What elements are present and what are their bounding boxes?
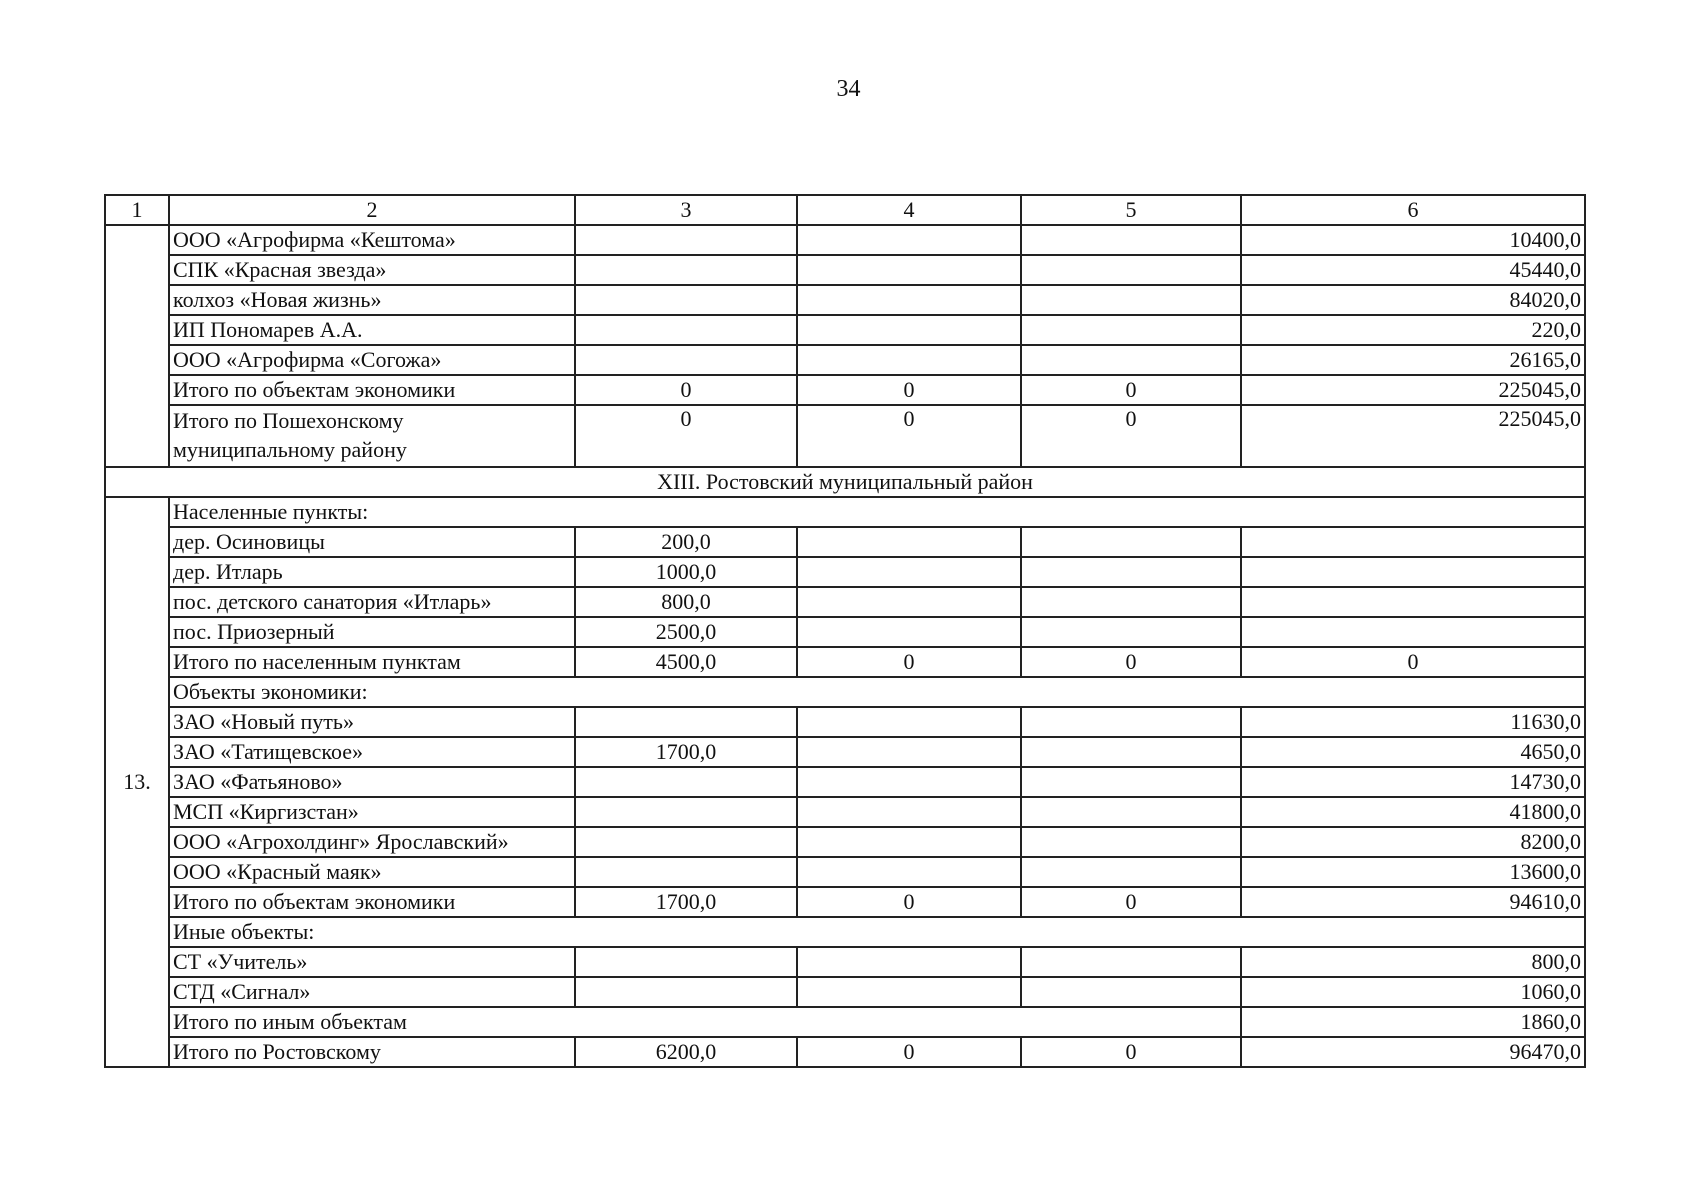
table-row <box>105 737 1585 767</box>
col5-cell: 0 <box>1021 405 1241 467</box>
col4-cell <box>797 797 1021 827</box>
col6-cell: 13600,0 <box>1241 857 1585 887</box>
col4-cell <box>797 587 1021 617</box>
col4-cell <box>797 947 1021 977</box>
col3-cell <box>575 225 797 255</box>
col5-cell <box>1021 587 1241 617</box>
header-cell: 4 <box>797 195 1021 225</box>
col4-cell: 0 <box>797 887 1021 917</box>
row-name: СТД «Сигнал» <box>169 977 575 1007</box>
subheading: Объекты экономики: <box>169 677 1585 707</box>
col5-cell <box>1021 617 1241 647</box>
table-row <box>105 827 1585 857</box>
col5-cell <box>1021 797 1241 827</box>
col3-cell: 1700,0 <box>575 737 797 767</box>
col6-cell: 1860,0 <box>1241 1007 1585 1037</box>
col3-cell <box>575 827 797 857</box>
col4-cell <box>797 707 1021 737</box>
col5-cell <box>1021 315 1241 345</box>
table-row <box>105 225 1585 255</box>
data-table <box>104 194 1586 1068</box>
col5-cell <box>1021 557 1241 587</box>
col5-cell: 0 <box>1021 887 1241 917</box>
row-name: пос. Приозерный <box>169 617 575 647</box>
col5-cell <box>1021 737 1241 767</box>
col5-cell: 0 <box>1021 647 1241 677</box>
number-cell <box>105 225 169 467</box>
row-name: ООО «Агрофирма «Согожа» <box>169 345 575 375</box>
col6-cell: 96470,0 <box>1241 1037 1585 1067</box>
row-name: ЗАО «Новый путь» <box>169 707 575 737</box>
row-name: Итого по иным объектам <box>169 1007 1241 1037</box>
col3-cell: 6200,0 <box>575 1037 797 1067</box>
table-row <box>105 1007 1585 1037</box>
row-name: Итого по Ростовскому <box>169 1037 575 1067</box>
col4-cell: 0 <box>797 375 1021 405</box>
row-name: ООО «Агрофирма «Кештома» <box>169 225 575 255</box>
col4-cell <box>797 527 1021 557</box>
col6-cell: 84020,0 <box>1241 285 1585 315</box>
col6-cell: 225045,0 <box>1241 375 1585 405</box>
col3-cell <box>575 797 797 827</box>
section-number: 13. <box>105 497 169 1067</box>
col3-cell <box>575 315 797 345</box>
table-row <box>105 617 1585 647</box>
col3-cell: 4500,0 <box>575 647 797 677</box>
row-name: пос. детского санатория «Итларь» <box>169 587 575 617</box>
table-row <box>105 345 1585 375</box>
col3-cell: 0 <box>575 375 797 405</box>
row-name: Итого по объектам экономики <box>169 375 575 405</box>
col3-cell <box>575 947 797 977</box>
col5-cell <box>1021 345 1241 375</box>
col5-cell <box>1021 947 1241 977</box>
col5-cell <box>1021 767 1241 797</box>
row-name: ЗАО «Татищевское» <box>169 737 575 767</box>
col3-cell <box>575 977 797 1007</box>
section-title: XIII. Ростовский муниципальный район <box>105 467 1585 497</box>
col4-cell <box>797 285 1021 315</box>
col6-cell <box>1241 557 1585 587</box>
col6-cell <box>1241 587 1585 617</box>
table-row <box>105 315 1585 345</box>
col4-cell <box>797 255 1021 285</box>
col6-cell: 0 <box>1241 647 1585 677</box>
col4-cell <box>797 315 1021 345</box>
col6-cell: 10400,0 <box>1241 225 1585 255</box>
table-row <box>105 375 1585 405</box>
col5-cell <box>1021 707 1241 737</box>
col3-cell <box>575 255 797 285</box>
col4-cell <box>797 857 1021 887</box>
table-row <box>105 405 1585 467</box>
col6-cell: 1060,0 <box>1241 977 1585 1007</box>
col4-cell <box>797 827 1021 857</box>
header-cell: 1 <box>105 195 169 225</box>
table-row <box>105 857 1585 887</box>
col6-cell: 94610,0 <box>1241 887 1585 917</box>
table-row <box>105 557 1585 587</box>
row-name: ИП Пономарев А.А. <box>169 315 575 345</box>
page-number: 34 <box>836 76 861 102</box>
col4-cell <box>797 977 1021 1007</box>
table-row <box>105 797 1585 827</box>
col3-cell: 2500,0 <box>575 617 797 647</box>
col6-cell: 225045,0 <box>1241 405 1585 467</box>
col6-cell: 11630,0 <box>1241 707 1585 737</box>
col4-cell <box>797 225 1021 255</box>
table-row <box>105 977 1585 1007</box>
col3-cell <box>575 285 797 315</box>
col4-cell: 0 <box>797 405 1021 467</box>
col6-cell: 26165,0 <box>1241 345 1585 375</box>
col6-cell: 8200,0 <box>1241 827 1585 857</box>
table-row <box>105 647 1585 677</box>
row-name: Итого по населенным пунктам <box>169 647 575 677</box>
table-row <box>105 947 1585 977</box>
col4-cell: 0 <box>797 647 1021 677</box>
col3-cell: 0 <box>575 405 797 467</box>
col6-cell: 41800,0 <box>1241 797 1585 827</box>
table-row <box>105 587 1585 617</box>
table-row <box>105 527 1585 557</box>
header-cell: 2 <box>169 195 575 225</box>
row-name: колхоз «Новая жизнь» <box>169 285 575 315</box>
table-header-row <box>105 195 1585 225</box>
subheading: Иные объекты: <box>169 917 1585 947</box>
table-row <box>105 917 1585 947</box>
header-cell: 3 <box>575 195 797 225</box>
col6-cell: 220,0 <box>1241 315 1585 345</box>
header-cell: 6 <box>1241 195 1585 225</box>
col4-cell <box>797 557 1021 587</box>
col5-cell <box>1021 977 1241 1007</box>
row-name: Итого по объектам экономики <box>169 887 575 917</box>
table-row <box>105 255 1585 285</box>
col6-cell: 4650,0 <box>1241 737 1585 767</box>
row-name: ООО «Агрохолдинг» Ярославский» <box>169 827 575 857</box>
col3-cell: 1700,0 <box>575 887 797 917</box>
row-name: Итого по Пошехонскому муниципальному району <box>169 405 575 467</box>
col5-cell <box>1021 527 1241 557</box>
section-heading-row <box>105 467 1585 497</box>
col6-cell: 14730,0 <box>1241 767 1585 797</box>
col3-cell <box>575 707 797 737</box>
col5-cell <box>1021 255 1241 285</box>
row-name: дер. Осиновицы <box>169 527 575 557</box>
col4-cell: 0 <box>797 1037 1021 1067</box>
subheading: Населенные пункты: <box>169 497 1585 527</box>
col4-cell <box>797 345 1021 375</box>
table-row <box>105 497 1585 527</box>
header-cell: 5 <box>1021 195 1241 225</box>
table-row <box>105 707 1585 737</box>
col3-cell <box>575 857 797 887</box>
table-row <box>105 285 1585 315</box>
col5-cell: 0 <box>1021 375 1241 405</box>
col3-cell: 200,0 <box>575 527 797 557</box>
col5-cell <box>1021 857 1241 887</box>
col5-cell <box>1021 225 1241 255</box>
col3-cell <box>575 767 797 797</box>
col6-cell <box>1241 617 1585 647</box>
row-name: дер. Итларь <box>169 557 575 587</box>
col5-cell <box>1021 285 1241 315</box>
col4-cell <box>797 767 1021 797</box>
table-row <box>105 1037 1585 1067</box>
table-row <box>105 887 1585 917</box>
col5-cell: 0 <box>1021 1037 1241 1067</box>
row-name: ООО «Красный маяк» <box>169 857 575 887</box>
row-name: СТ «Учитель» <box>169 947 575 977</box>
col6-cell: 800,0 <box>1241 947 1585 977</box>
row-name: МСП «Киргизстан» <box>169 797 575 827</box>
col6-cell: 45440,0 <box>1241 255 1585 285</box>
col6-cell <box>1241 527 1585 557</box>
col5-cell <box>1021 827 1241 857</box>
col4-cell <box>797 737 1021 767</box>
col4-cell <box>797 617 1021 647</box>
row-name: СПК «Красная звезда» <box>169 255 575 285</box>
col3-cell: 800,0 <box>575 587 797 617</box>
row-name: ЗАО «Фатьяново» <box>169 767 575 797</box>
col3-cell: 1000,0 <box>575 557 797 587</box>
table-row <box>105 767 1585 797</box>
col3-cell <box>575 345 797 375</box>
table-row <box>105 677 1585 707</box>
